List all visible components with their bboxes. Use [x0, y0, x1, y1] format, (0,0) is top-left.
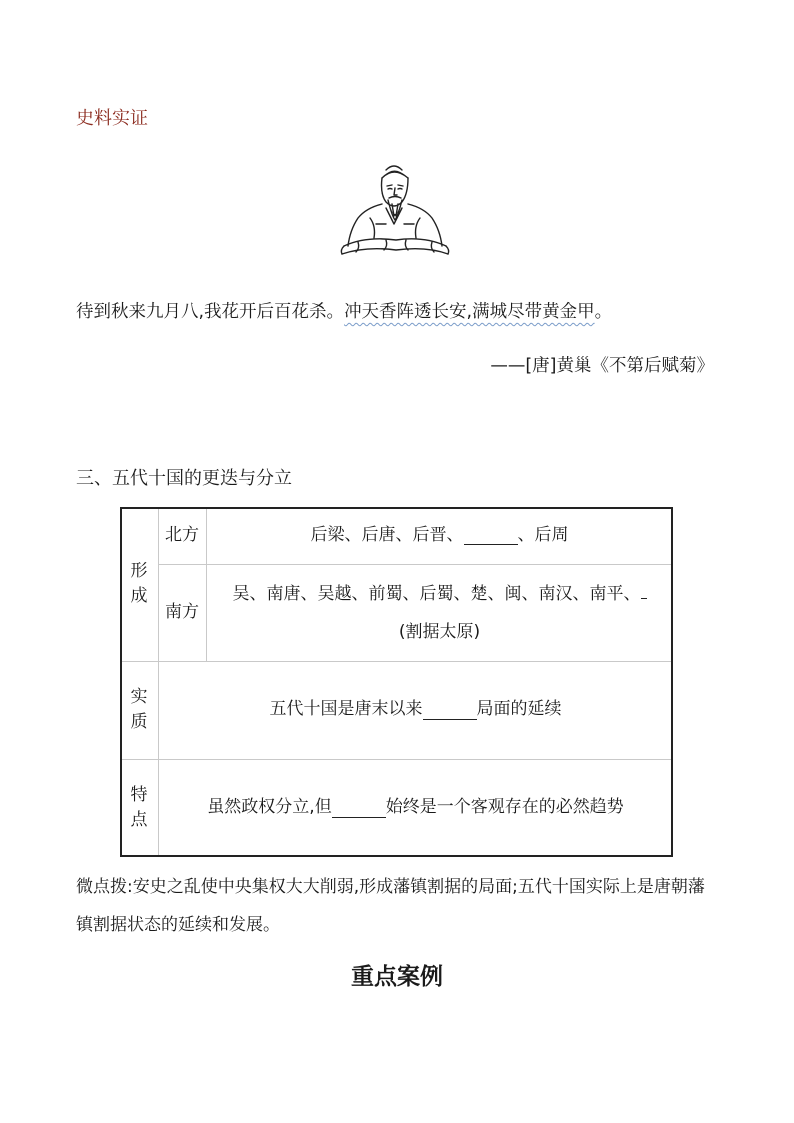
south-regimes-line	[233, 575, 647, 613]
row-label-char: 质	[130, 712, 148, 732]
fill-blank[interactable]	[423, 700, 477, 720]
essence-text-end: 局面的延续	[476, 699, 562, 720]
north-regimes-text-end: 、后周	[517, 524, 569, 545]
row-label-formation	[120, 507, 158, 661]
south-regimes-text: 吴、南唐、吴越、前蜀、后蜀、楚、闽、南汉、南平、	[232, 583, 641, 604]
south-regimes-cell	[206, 564, 673, 661]
north-regimes-cell	[206, 507, 673, 564]
row-label-char: 形	[130, 560, 148, 581]
feature-cell	[158, 759, 673, 857]
five-dynasties-table	[120, 507, 673, 857]
poem-quote	[76, 298, 612, 323]
fill-blank[interactable]	[332, 798, 386, 818]
sub-label-north: 北方	[165, 524, 199, 545]
fill-blank[interactable]	[641, 579, 647, 599]
row-label-feature	[120, 759, 158, 857]
section-heading: 三、五代十国的更迭与分立	[76, 468, 292, 489]
row-label-char: 实	[130, 686, 148, 707]
poem-line-end: 。	[594, 302, 613, 322]
row-label-char: 点	[130, 810, 148, 830]
feature-text-end: 始终是一个客观存在的必然趋势	[385, 797, 624, 818]
tip-note: 微点拨:安史之乱使中央集权大大削弱,形成藩镇割据的局面;五代十国实际上是唐朝藩镇割据状态的延续和发展。	[76, 877, 705, 935]
sub-label-south: 南方	[165, 601, 199, 622]
row-label-char: 特	[130, 784, 148, 805]
poem-line-underlined: 冲天香阵透长安,满城尽带黄金甲	[344, 302, 595, 322]
essence-cell	[158, 661, 673, 759]
essence-text: 五代十国是唐末以来	[269, 699, 423, 720]
row-label-essence	[120, 661, 158, 759]
key-cases-title: 重点案例	[351, 964, 443, 990]
south-regimes-text-end: (割据太原)	[398, 621, 481, 642]
poem-line-plain: 待到秋来九月八,我花开后百花杀。	[76, 302, 345, 322]
feature-text: 虽然政权分立,但	[207, 797, 332, 818]
poem-attribution: ——[唐]黄巢《不第后赋菊》	[490, 356, 714, 376]
row-label-char: 成	[130, 586, 148, 606]
north-regimes-text: 后梁、后唐、后晋、	[310, 524, 464, 545]
section-label: 史料实证	[76, 108, 148, 129]
huang-chao-portrait-icon	[336, 160, 454, 264]
fill-blank[interactable]	[464, 526, 518, 546]
